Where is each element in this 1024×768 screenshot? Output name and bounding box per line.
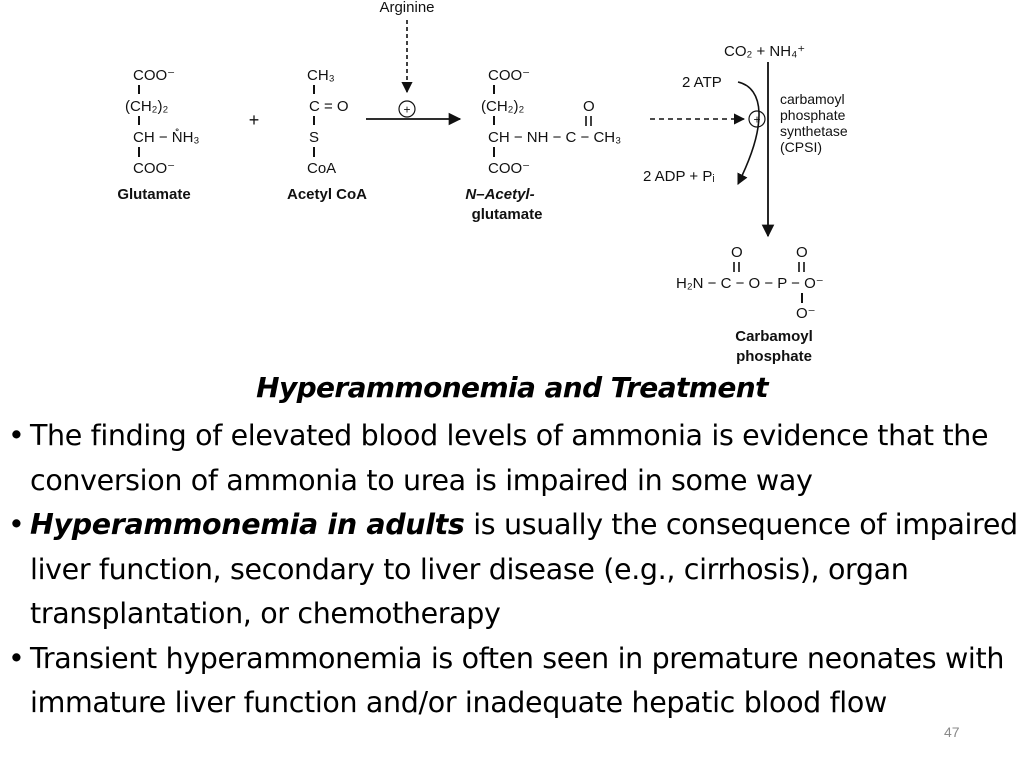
nag-name-line2: glutamate: [471, 206, 543, 223]
nag-carbonyl-o: O: [583, 98, 595, 115]
nag-coo-top: COO⁻: [488, 67, 531, 84]
cpsi-enzyme-line3: synthetase: [780, 123, 848, 139]
cpsi-enzyme-line4: (CPSI): [780, 139, 822, 155]
n-acetylglutamate-structure: [465, 67, 621, 223]
bullet-item-1: [8, 414, 1020, 503]
carbamoyl-phosphate-structure: [676, 244, 824, 365]
acetyl-coa-s: S: [309, 129, 320, 146]
glutamate-coo-top: COO⁻: [133, 67, 176, 84]
acetyl-coa-ch3: CH₃: [307, 67, 335, 84]
glutamate-name: Glutamate: [117, 186, 191, 203]
activator-plus-1: +: [403, 102, 411, 117]
cp-o-left: O: [731, 244, 743, 261]
cpsi-enzyme-line2: phosphate: [780, 107, 846, 123]
cp-chain: H₂N − C − O − P − O⁻: [676, 275, 824, 292]
activator-plus-2: +: [753, 112, 761, 127]
cp-o-right: O: [796, 244, 808, 261]
acetyl-coa-coa: CoA: [307, 160, 337, 177]
bullet-item-2: [8, 503, 1020, 637]
glutamate-structure: [117, 67, 199, 203]
bullet-item-3: [8, 637, 1020, 726]
cpsi-enzyme-line1: carbamoyl: [780, 91, 845, 107]
bullet-dot: •: [8, 419, 25, 452]
nag-chain: CH − NH − C − CH₃: [488, 129, 622, 146]
nag-coo-bottom: COO⁻: [488, 160, 531, 177]
cpsi-adp: 2 ADP + Pᵢ: [643, 168, 715, 185]
acetyl-coa-c-eq-o: C = O: [309, 98, 349, 115]
glutamate-ch2: (CH₂)₂: [125, 98, 169, 115]
bullet-3-text: Transient hyperammonemia is often seen in premature neonates with immature liver function and/or inadequate hepatic blood flow: [30, 641, 1005, 719]
glutamate-ch-nh3: CH − N̊H₃: [133, 129, 200, 146]
nag-name-line1: N–Acetyl-: [465, 186, 535, 203]
page-number: 47: [944, 724, 960, 740]
arginine-label: Arginine: [379, 0, 435, 16]
cpsi-atp: 2 ATP: [682, 74, 722, 91]
bullet-2-emphasis: Hyperammonemia in adults: [30, 508, 465, 541]
cp-o-minus: O⁻: [796, 305, 816, 322]
slide-title: Hyperammonemia and Treatment: [256, 371, 768, 404]
cp-name-line1: Carbamoyl: [735, 328, 813, 345]
acetyl-coa-name: Acetyl CoA: [286, 186, 368, 203]
cpsi-substrates: CO₂ + NH₄⁺: [724, 43, 806, 60]
bullet-1-text: The finding of elevated blood levels of ammonia is evidence that the conversion of ammonia to urea is impaired in some way: [30, 419, 989, 497]
cp-name-line2: phosphate: [736, 348, 812, 365]
urea-cycle-activation-diagram: [0, 0, 1024, 370]
bullet-dot: •: [8, 641, 25, 675]
atp-curve-arrow: [738, 82, 759, 184]
nag-ch2: (CH₂)₂: [481, 98, 525, 115]
acetyl-coa-structure: [287, 67, 367, 203]
bullet-2-text: is usually the consequence of impaired liver function, secondary to liver disease (e.g., cirrhosis), organ transplantation, or chemotherapy: [30, 508, 1018, 630]
bullet-dot: •: [8, 508, 25, 541]
bullet-list: [8, 414, 1020, 726]
glutamate-coo-bottom: COO⁻: [133, 160, 176, 177]
reaction-plus-sign: +: [248, 110, 260, 130]
